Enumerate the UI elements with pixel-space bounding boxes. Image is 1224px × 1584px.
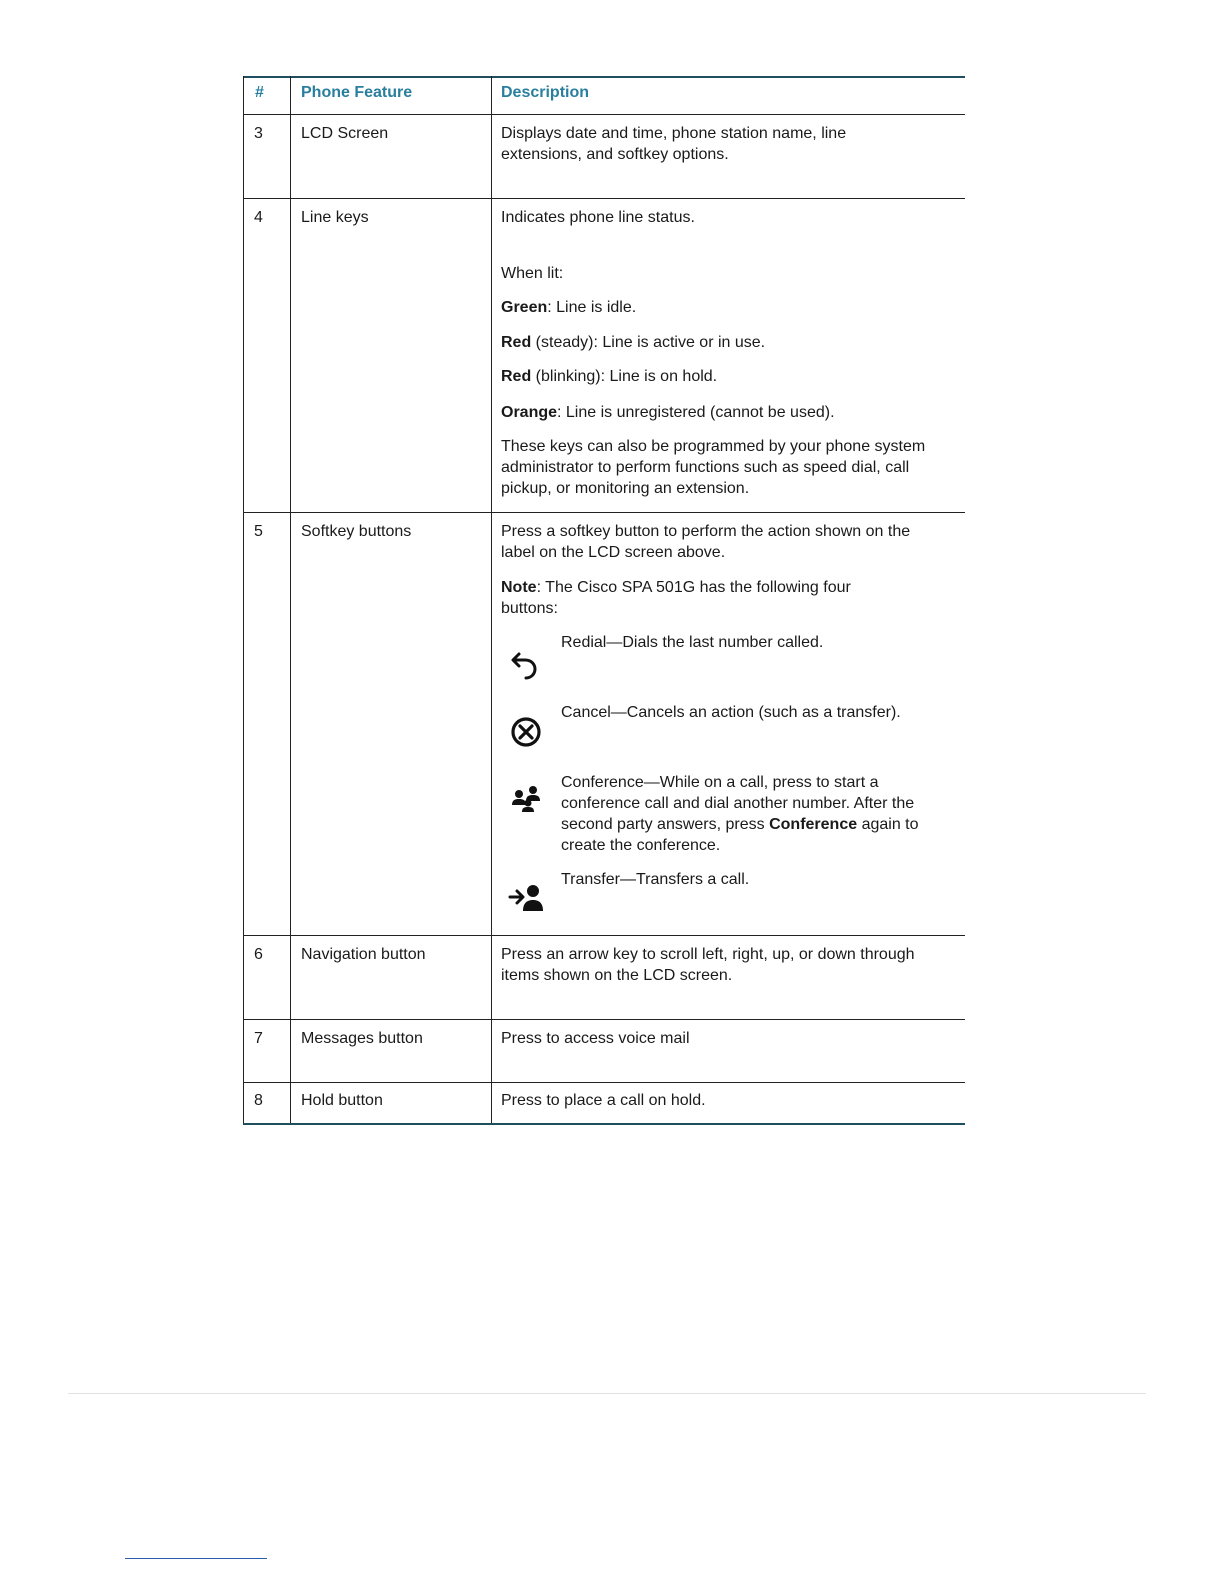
note-text: : The Cisco SPA 501G has the following four buttons: [501,579,851,617]
row-feature: LCD Screen [301,125,389,142]
conference-text-end: again to create the conference. [561,816,919,854]
state-text: : Line is idle. [547,299,637,316]
state-color: Orange [501,404,558,421]
row-description: Press an arrow key to scroll left, right, up, or down through items shown on the LCD screen. [501,946,915,984]
row-divider [243,512,965,513]
redial-icon [507,644,545,682]
line-state-orange [501,402,951,423]
note-label: Note [501,579,537,596]
row-divider [243,114,965,115]
softkey-intro: Press a softkey button to perform the action shown on the label on the LCD screen above. [501,523,911,561]
state-color: Red [501,368,532,385]
row-divider [243,1082,965,1083]
row-number: 6 [254,946,263,963]
footer-link-underline [125,1558,267,1559]
header-description: Description [501,84,590,101]
line-state-red-blinking [501,366,951,387]
line-state-green [501,297,951,318]
state-text: (blinking): Line is on hold. [531,368,718,385]
row-description: Displays date and time, phone station name, line extensions, and softkey options. [501,125,847,163]
row-number: 7 [254,1030,263,1047]
conference-text-bold: Conference [769,816,858,833]
header-feature: Phone Feature [301,84,413,101]
line-state-red-steady [501,332,951,353]
row-feature: Hold button [301,1092,383,1109]
state-color: Green [501,299,548,316]
conference-text [561,772,946,856]
row-feature: Messages button [301,1030,423,1047]
line-status-intro: Indicates phone line status. [501,209,695,226]
table-top-rule [243,76,965,78]
state-text: : Line is unregistered (cannot be used). [557,404,835,421]
state-text: (steady): Line is active or in use. [531,334,766,351]
conference-icon [507,780,545,818]
when-lit-label: When lit: [501,265,564,282]
table-bottom-rule [243,1123,965,1125]
column-divider [491,76,492,1125]
row-number: 3 [254,125,263,142]
row-number: 5 [254,523,263,540]
cancel-text: Cancel—Cancels an action (such as a transfer). [561,704,901,721]
row-description: Press to place a call on hold. [501,1092,706,1109]
row-divider [243,1019,965,1020]
transfer-text: Transfer—Transfers a call. [561,871,750,888]
row-divider [243,935,965,936]
line-keys-extra: These keys can also be programmed by your phone system administrator to perform functions such as speed dial, call pickup, or monitoring an extension. [501,438,926,497]
header-num: # [255,84,264,101]
column-divider [290,76,291,1125]
row-number: 8 [254,1092,263,1109]
softkey-note [501,577,911,619]
state-color: Red [501,334,532,351]
row-feature: Line keys [301,209,369,226]
column-divider [243,76,244,1125]
cancel-icon [507,713,545,751]
row-feature: Softkey buttons [301,523,412,540]
footer-divider [68,1393,1146,1394]
redial-text: Redial—Dials the last number called. [561,634,824,651]
row-description: Press to access voice mail [501,1030,690,1047]
row-feature: Navigation button [301,946,426,963]
row-number: 4 [254,209,263,226]
transfer-icon [507,879,545,917]
conference-text-start: Conference—While on a call, press to start a conference call and dial another number. After the second party answers, press [561,774,915,833]
row-divider [243,198,965,199]
